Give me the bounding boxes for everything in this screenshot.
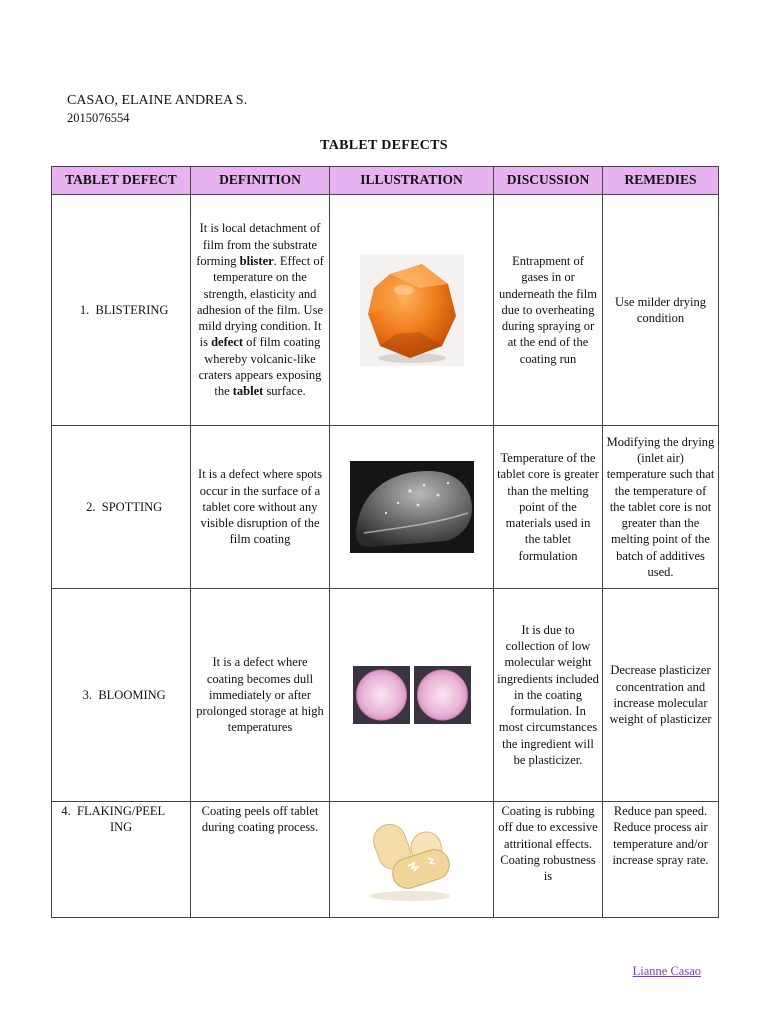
row-number: 4. bbox=[61, 804, 71, 818]
table-row bbox=[52, 589, 719, 802]
column-header-defect: TABLET DEFECT bbox=[52, 167, 191, 195]
document-title: TABLET DEFECTS bbox=[320, 138, 448, 153]
definition-segment: It is a defect where spots occur in the surface of a tablet core without any visible disruption of the film coating bbox=[198, 467, 322, 547]
column-header-definition: DEFINITION bbox=[191, 167, 330, 195]
definition-cell bbox=[191, 195, 330, 426]
author-name: CASAO, ELAINE ANDREA S. bbox=[67, 93, 248, 108]
illustration-cell bbox=[330, 802, 494, 918]
table-header-row bbox=[52, 167, 719, 195]
discussion-cell: Entrapment of gases in or underneath the film due to overheating during spraying or at the end of the coating run bbox=[494, 195, 603, 426]
illustration-cell bbox=[330, 195, 494, 426]
defect-name: BLISTERING bbox=[95, 302, 169, 317]
definition-bold-term: tablet bbox=[232, 384, 264, 399]
definition-segment: It is local detachment of film from the substrate forming bbox=[196, 221, 321, 268]
row-number: 3. bbox=[82, 687, 92, 702]
orange-tablet-image bbox=[360, 254, 464, 366]
table-row bbox=[52, 195, 719, 426]
column-header-illustration: ILLUSTRATION bbox=[330, 167, 494, 195]
column-header-discussion: DISCUSSION bbox=[494, 167, 603, 195]
defect-name: SPOTTING bbox=[101, 499, 163, 514]
definition-segment: of film coating whereby volcanic-like craters appears exposing the bbox=[198, 335, 322, 399]
definition-cell bbox=[191, 426, 330, 589]
pink-tablets-image bbox=[353, 666, 471, 724]
remedies-cell: Reduce pan speed. Reduce process air temperature and/or increase spray rate. bbox=[603, 802, 719, 918]
definition-segment: It is a defect where coating becomes dull immediately or after prolonged storage at high temperatures bbox=[196, 655, 324, 735]
definition-segment: surface. bbox=[263, 384, 306, 399]
definition-bold-term: blister bbox=[239, 253, 274, 268]
table-row bbox=[52, 426, 719, 589]
peeling-tablets-image bbox=[362, 816, 462, 904]
remedies-cell: Use milder drying condition bbox=[603, 195, 719, 426]
illustration-cell bbox=[330, 589, 494, 802]
discussion-cell: Coating is rubbing off due to excessive attritional effects. Coating robustness is bbox=[494, 802, 603, 918]
defect-name-cell bbox=[52, 802, 191, 918]
discussion-cell: It is due to collection of low molecular weight ingredients included in the coating formulation. In most circumstances the ingredient will be plasticizer. bbox=[494, 589, 603, 802]
definition-segment: Coating peels off tablet during coating process. bbox=[201, 804, 319, 835]
illustration-cell bbox=[330, 426, 494, 589]
defect-name-cell bbox=[52, 426, 191, 589]
tablet-defects-table bbox=[51, 166, 719, 918]
definition-cell bbox=[191, 589, 330, 802]
discussion-cell: Temperature of the tablet core is greater than the melting point of the materials used in the tablet formulation bbox=[494, 426, 603, 589]
definition-cell bbox=[191, 802, 330, 918]
student-id: 2015076554 bbox=[67, 111, 130, 125]
table-row bbox=[52, 802, 719, 918]
row-number: 1. bbox=[79, 302, 90, 317]
defect-name: FLAKING/PEEL ING bbox=[77, 804, 166, 835]
defect-name: BLOOMING bbox=[98, 687, 166, 702]
column-header-remedies: REMEDIES bbox=[603, 167, 719, 195]
defect-name-cell bbox=[52, 195, 191, 426]
definition-bold-term: defect bbox=[211, 335, 243, 350]
spotted-tablet-image bbox=[350, 461, 474, 553]
row-number: 2. bbox=[86, 499, 96, 514]
author-link[interactable]: Lianne Casao bbox=[632, 964, 701, 978]
remedies-cell: Modifying the drying (inlet air) temperature such that the temperature of the tablet core is not greater than the melting point of the batch of additives used. bbox=[603, 426, 719, 589]
defect-name-cell bbox=[52, 589, 191, 802]
remedies-cell: Decrease plasticizer concentration and increase molecular weight of plasticizer bbox=[603, 589, 719, 802]
definition-segment: . Effect of temperature on the strength, elasticity and adhesion of the film. Use mild drying condition. It is bbox=[196, 253, 324, 350]
